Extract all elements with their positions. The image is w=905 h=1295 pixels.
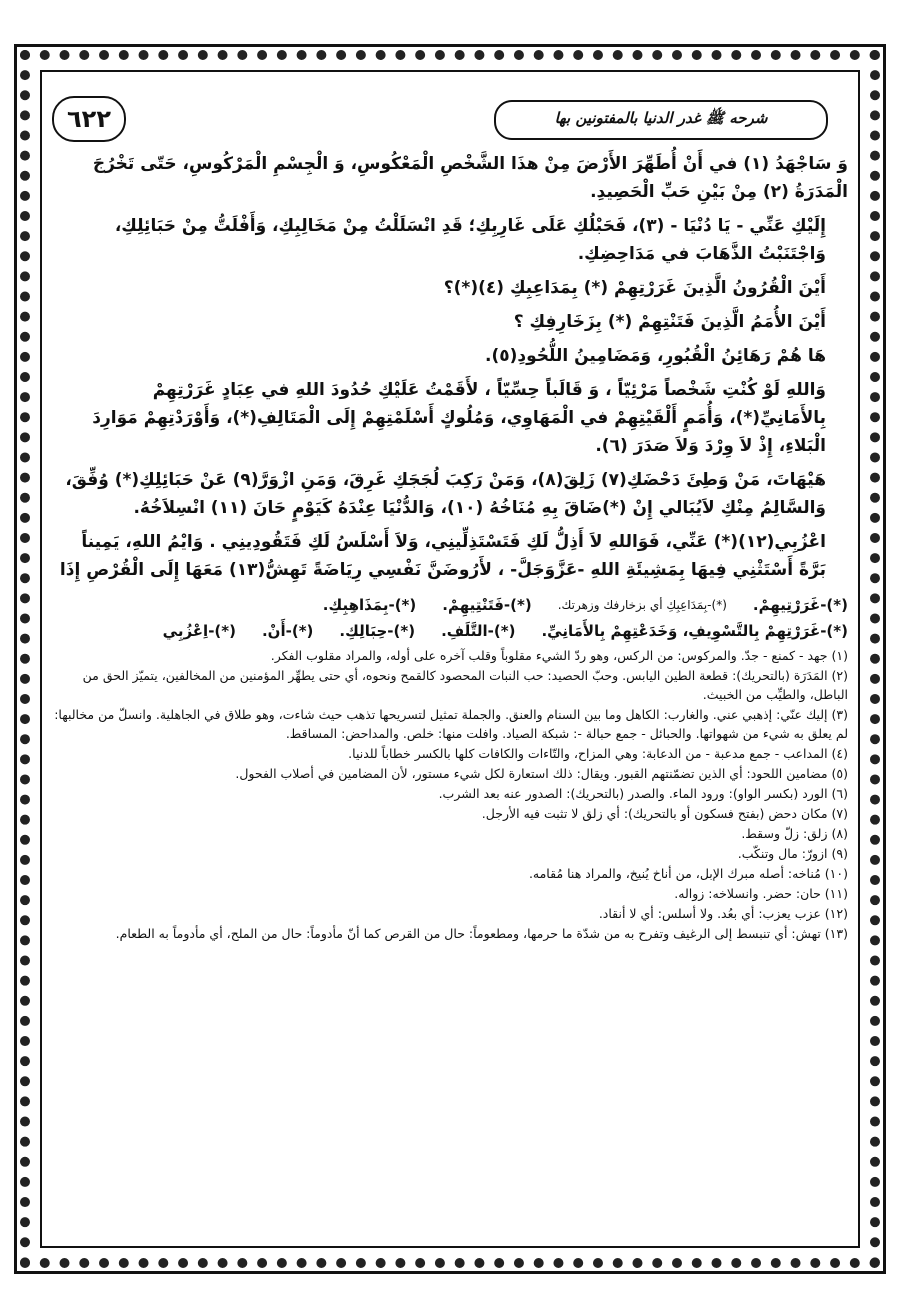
gloss-row xyxy=(52,618,848,644)
gloss-row xyxy=(52,592,848,618)
paragraph: أَيْنَ الْقُرُونُ الَّذِينَ غَرَرْتِهِمْ (*) بِمَدَاعِبِكِ (٤)(*)؟ xyxy=(443,278,826,298)
footnote: (١٠) مُناخه: أصله مبرك الإبل، من أناخ يُنيخ، والمراد هنا مُقامه. xyxy=(528,866,848,881)
gloss-item: (*)-فَتَنْتِيهِمْ. xyxy=(442,596,532,614)
footnote: (٨) زلق: زلّ وسقط. xyxy=(741,826,848,841)
paragraph: إِلَيْكِ عَنِّي - يَا دُنْيَا - (٣)، فَحَبْلُكِ عَلَى غَارِبِكِ؛ قَدِ انْسَلَلْتُ مِنْ مَخَالِبِكِ، وَأَفْلَتُّ مِنْ حَبَائِلِكِ، وَاجْتَنَبْتُ الذَّهَابَ في مَدَاحِضِكِ. xyxy=(114,216,826,264)
footnotes xyxy=(52,646,848,943)
gloss-item: (*)-اِعْزُبِي xyxy=(162,622,236,640)
footnote: (١٢) عزب يعزب: أي بعُد. ولا أسلس: أي لا أنقاد. xyxy=(598,906,848,921)
main-text xyxy=(52,150,848,584)
page-header xyxy=(52,92,848,150)
paragraph: اعْزُبِي(١٢)(*) عَنِّي، فَوَاللهِ لاَ أَذِلُّ لَكِ فَتَسْتَذِلِّينِي، وَلاَ أَسْلَسُ لَكِ فَتَقُودِينِي . وَايْمُ اللهِ، يَمِيناً بَرَّةً أَسْتَثْنِي فِيهَا بِمَشِيئَةِ اللهِ -عَزَّوَجَلَّ- ، لأَرُوضَنَّ نَفْسِي رِيَاضَةً تَهِشُّ(١٣) مَعَهَا إِلَى الْقُرْصِ إِذَا xyxy=(59,532,826,580)
footnote: (١٣) تهش: أي تنبسط إلى الرغيف وتفرح به من شدّة ما حرمها، ومطعوماً: حال من القرص كما أنّ مأدوماً: حال من الملح، أي مأدوماً به الطعام. xyxy=(115,926,848,941)
gloss-item: (*)-بِمَدَاعِبِكِ أي بزخارفك وزهرتك. xyxy=(557,598,727,612)
footnote: (٣) إليك عنّي: إذهبي عني. والغارب: الكاهل وما بين السنام والعنق. والجملة تمثيل لتسريحها تذهب حيث شاءت، وهو طلاق في الجاهلية. وانسلّ من مخالبها: لم يعلق به شيء من شهواتها. والحبائل - جمع حبالة -: شبكة الصياد. وافلت منها: خلص. والمداحض: المساقط. xyxy=(54,707,848,741)
gloss-item: (*)-بِمَذَاهِبِكِ. xyxy=(322,596,417,614)
paragraph: وَاللهِ لَوْ كُنْتِ شَخْصاً مَرْئِيّاً ، وَ قَالَباً حِسِّيّاً ، لأَقَمْتُ عَلَيْكِ حُدُودَ اللهِ في عِبَادٍ غَرَرْتِهِمْ بِالأَمَانِيِّ(*)، وَأُمَمٍ أَلْقَيْتِهِمْ في الْمَهَاوِي، وَمُلُوكٍ أَسْلَمْتِهِمْ إِلَى الْمَتَالِفِ(*)، وَأَوْرَدْتِهِمْ مَوَارِدَ الْبَلاءِ، إِذْ لاَ وِرْدَ وَلاَ صَدَرَ (٦). xyxy=(92,380,826,456)
page-content xyxy=(52,92,848,1238)
gloss-item: (*)-التَّلَفِ. xyxy=(441,622,516,640)
header-title: شرحه ﷺ غدر الدنيا بالمفتونين بها xyxy=(494,100,828,140)
footnote: (٩) ازورّ: مال وتنكّب. xyxy=(737,846,848,861)
variant-readings xyxy=(52,592,848,644)
footnote: (٧) مكان دحض (بفتح فسكون أو بالتحريك): أي زلق لا تثبت فيه الأرجل. xyxy=(481,806,848,821)
gloss-item: (*)-غَرَرْتِيهِمْ. xyxy=(752,596,848,614)
gloss-item: (*)-حِبَالِكِ. xyxy=(339,622,416,640)
footnote: (١) جهد - كمنع - جدّ. والمركوس: من الركس، وهو ردّ الشيء مقلوباً وقلب آخره على أوله، والمراد مقلوب الفكر. xyxy=(270,648,848,663)
page-number: ٦٢٢ xyxy=(52,96,126,142)
paragraph: وَ سَاجْهَدُ (١) في أَنْ أُطَهِّرَ الأَرْضَ مِنْ هذَا الشَّخْصِ الْمَعْكُوسِ، وَ الْجِسْمِ الْمَرْكُوسِ، حَتّى تَخْرُجَ الْمَدَرَةُ (٢) مِنْ بَيْنِ حَبِّ الْحَصِيدِ. xyxy=(92,154,848,202)
footnote: (٤) المداعب - جمع مدعبة - من الدعابة: وهي المزاح، والتّاءات والكافات كلها بالكسر خطاباً للدنيا. xyxy=(348,746,848,761)
footnote: (٢) المَدَرَة (بالتحريك): قطعة الطين اليابس. وحبّ الحصيد: حب النبات المحصود كالقمح ونحوه، أي حتى يطهِّر المؤمنين من المخالفين، يتميّز الحق من الباطل، والطيِّب من الخبيث. xyxy=(82,668,848,702)
gloss-item: (*)-غَرَرْتِهِمْ بِالتَّسْوِيفِ، وَخَدَعْتِهِمْ بِالأَمَانِيِّ. xyxy=(541,622,848,640)
footnote: (٥) مضامين اللحود: أي الذين تضمّنتهم القبور. ويقال: ذلك استعارة لكل شيء مستور، لأن المضامين في أصلاب الفحول. xyxy=(235,766,848,781)
paragraph: هَا هُمْ رَهَائِنُ الْقُبُورِ، وَمَضَامِينُ اللُّحُودِ(٥). xyxy=(485,346,826,366)
paragraph: هَيْهَاتَ، مَنْ وَطِئَ دَحْضَكِ(٧) زَلِقَ(٨)، وَمَنْ رَكِبَ لُجَجَكِ غَرِقَ، وَمَنِ ازْوَرَّ(٩) عَنْ حَبَائِلِكِ(*) وُفِّقَ، وَالسَّالِمُ مِنْكِ لاَيُبَالي إِنْ (*)ضَاقَ بِهِ مُنَاخُهُ (١٠)، وَالدُّنْيَا عِنْدَهُ كَيَوْمٍ حَانَ (١١) انْسِلاَخُهُ. xyxy=(65,470,826,518)
paragraph: أَيْنَ الأُمَمُ الَّذِينَ فَتَنْتِهِمْ (*) بِزَخَارِفِكِ ؟ xyxy=(513,312,826,332)
footnote: (١١) حان: حضر. وانسلاخه: زواله. xyxy=(674,886,848,901)
gloss-item: (*)-أَنْ. xyxy=(261,622,314,640)
footnote: (٦) الورد (بكسر الواو): ورود الماء. والصدر (بالتحريك): الصدور عنه بعد الشرب. xyxy=(438,786,848,801)
